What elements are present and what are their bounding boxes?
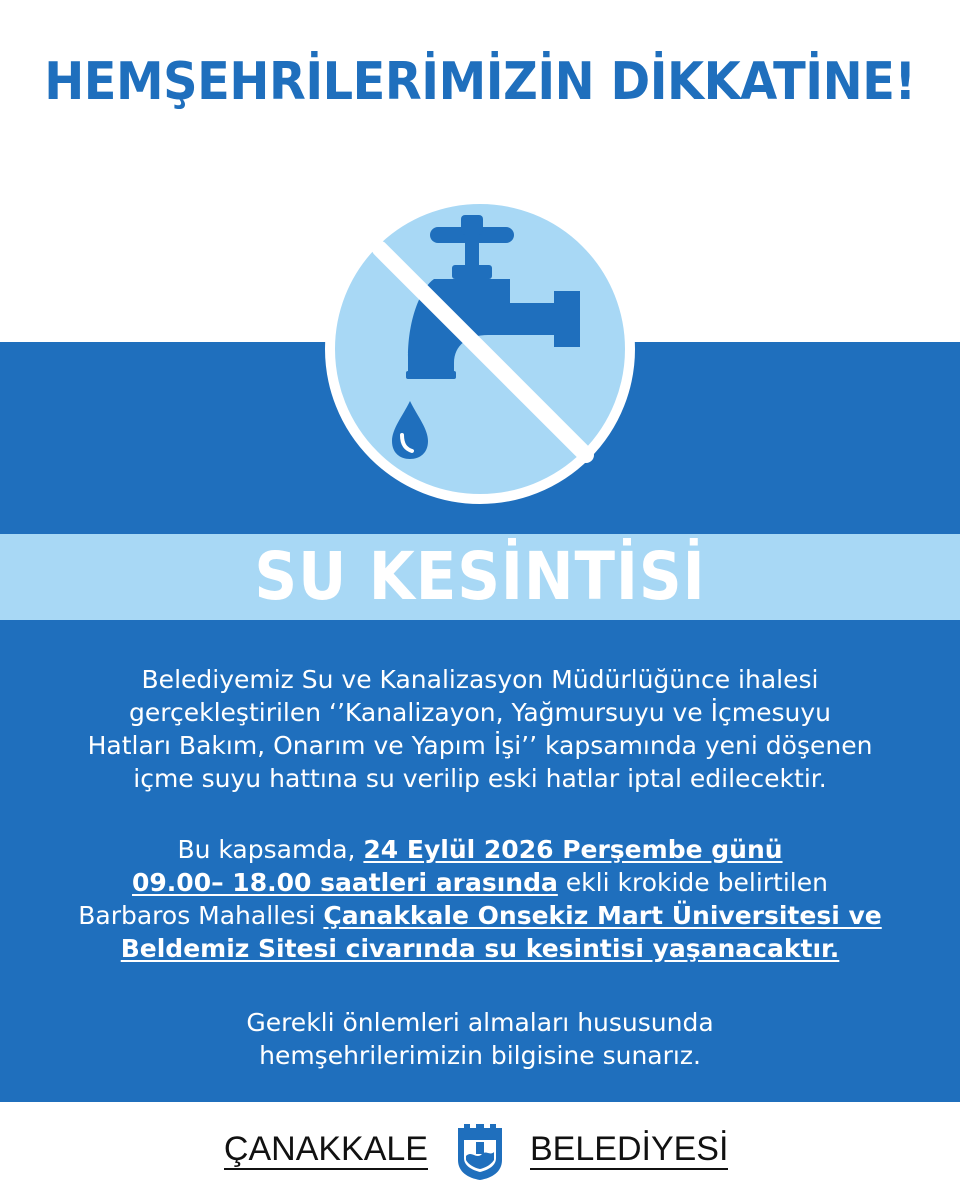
paragraph-line: gerçekleştirilen ‘’Kanalizayon, Yağmursuyu ve İçmesuyu <box>129 698 831 727</box>
paragraph-line: hemşehrilerimizin bilgisine sunarız. <box>259 1041 701 1070</box>
paragraph-line: Gerekli önlemleri almaları hususunda <box>246 1008 714 1037</box>
neighborhood: Barbaros Mahallesi <box>78 901 324 930</box>
no-water-tap-icon <box>318 187 642 511</box>
municipality-crest-icon <box>454 1120 506 1182</box>
page-headline: HEMŞEHRİLERİMİZİN DİKKATİNE! <box>44 52 916 112</box>
schedule-line-2 <box>40 866 920 899</box>
schedule-note: ekli krokide belirtilen <box>557 868 828 897</box>
outage-hours: 09.00– 18.00 saatleri arasında <box>132 868 558 897</box>
outage-area: Çanakkale Onsekiz Mart Üniversitesi ve <box>323 901 882 930</box>
paragraph-line: Belediyemiz Su ve Kanalizasyon Müdürlüğünce ihalesi <box>141 665 819 694</box>
schedule-line-4 <box>40 932 920 965</box>
schedule-line-3 <box>40 899 920 932</box>
outage-date: 24 Eylül 2026 Perşembe günü <box>363 835 783 864</box>
paragraph-line: Hatları Bakım, Onarım ve Yapım İşi’’ kapsamında yeni döşenen <box>87 731 873 760</box>
paragraph-line: içme suyu hattına su verilip eski hatlar iptal edilecektir. <box>133 764 827 793</box>
outage-area-continued: Beldemiz Sitesi civarında su kesintisi yaşanacaktır. <box>120 934 840 963</box>
brand-name-right: BELEDİYESİ <box>530 1130 729 1168</box>
schedule-line-1 <box>40 833 920 866</box>
brand-name-left: ÇANAKKALE <box>223 1130 428 1168</box>
schedule-paragraph <box>40 833 920 965</box>
closing-paragraph <box>40 1006 920 1072</box>
announcement-title: SU KESİNTİSİ <box>254 538 706 615</box>
description-paragraph <box>40 663 920 795</box>
schedule-intro: Bu kapsamda, <box>177 835 364 864</box>
